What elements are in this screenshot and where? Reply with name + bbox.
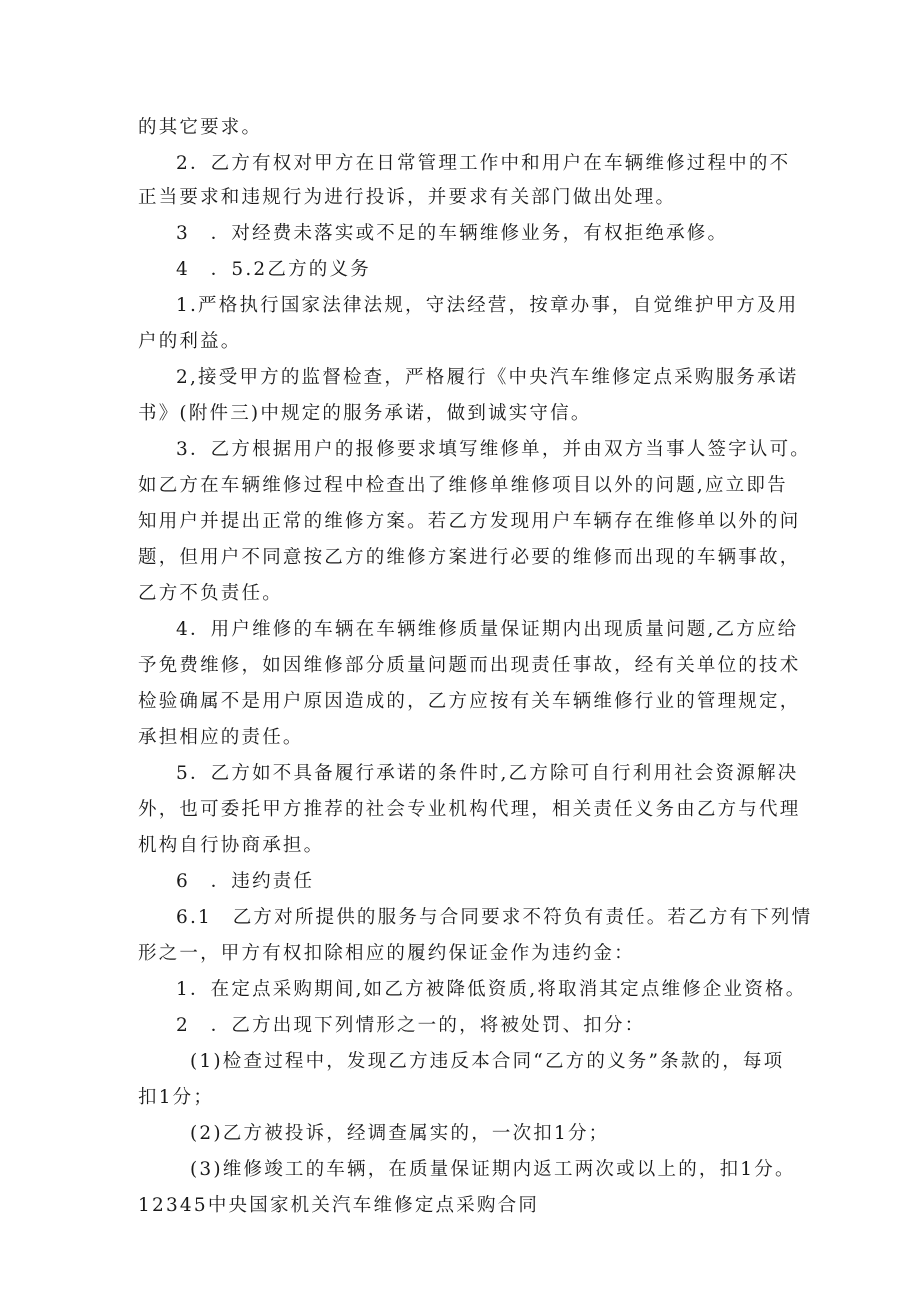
text-line: 知用户并提出正常的维修方案。若乙方发现用户车辆存在维修单以外的问 bbox=[138, 511, 801, 532]
text-line: 乙方不负责任。 bbox=[138, 583, 283, 604]
text-line: 如乙方在车辆维修过程中检查出了维修单维修项目以外的问题,应立即告 bbox=[138, 475, 788, 496]
text-line: 扣1分； bbox=[138, 1087, 215, 1108]
text-line: 机构自行协商承担。 bbox=[138, 835, 325, 856]
text-line: 户的利益。 bbox=[138, 331, 242, 352]
text-line: 6 ．违约责任 bbox=[176, 871, 315, 892]
text-line: 2．乙方有权对甲方在日常管理工作中和用户在车辆维修过程中的不 bbox=[176, 153, 791, 174]
text-line: 4 ．5.2乙方的义务 bbox=[176, 259, 371, 280]
text-line: 2 ．乙方出现下列情形之一的，将被处罚、扣分： bbox=[176, 1015, 646, 1036]
text-line: 书》(附件三)中规定的服务承诺，做到诚实守信。 bbox=[138, 403, 592, 424]
text-line: 3．乙方根据用户的报修要求填写维修单，并由双方当事人签字认可。 bbox=[176, 439, 811, 460]
text-line: 3 ．对经费未落实或不足的车辆维修业务，有权拒绝承修。 bbox=[176, 223, 729, 244]
text-line: 外，也可委托甲方推荐的社会专业机构代理，相关责任义务由乙方与代理 bbox=[138, 799, 801, 820]
text-line: 检验确属不是用户原因造成的，乙方应按有关车辆维修行业的管理规定， bbox=[138, 691, 801, 712]
text-line: 的其它要求。 bbox=[138, 117, 263, 138]
text-line: 1．在定点采购期间,如乙方被降低资质,将取消其定点维修企业资格。 bbox=[176, 979, 807, 1000]
text-line: 1.严格执行国家法律法规，守法经营，按章办事，自觉维护甲方及用 bbox=[176, 295, 799, 316]
text-line: 予免费维修，如因维修部分质量问题而出现责任事故，经有关单位的技术 bbox=[138, 655, 801, 676]
text-line: 正当要求和违规行为进行投诉，并要求有关部门做出处理。 bbox=[138, 187, 677, 208]
text-line: (1)检查过程中，发现乙方违反本合同“乙方的义务”条款的，每项 bbox=[190, 1051, 785, 1072]
text-line: (2)乙方被投诉，经调查属实的，一次扣1分； bbox=[190, 1123, 610, 1144]
text-line: 6.1 乙方对所提供的服务与合同要求不符负有责任。若乙方有下列情 bbox=[176, 907, 813, 928]
text-line: 5．乙方如不具备履行承诺的条件时,乙方除可自行利用社会资源解决 bbox=[176, 763, 799, 784]
text-line: 承担相应的责任。 bbox=[138, 727, 304, 748]
text-line: 题，但用户不同意按乙方的维修方案进行必要的维修而出现的车辆事故， bbox=[138, 547, 801, 568]
text-line: (3)维修竣工的车辆，在质量保证期内返工两次或以上的，扣1分。 bbox=[190, 1159, 796, 1180]
text-line: 4．用户维修的车辆在车辆维修质量保证期内出现质量问题,乙方应给 bbox=[176, 619, 799, 640]
text-line: 形之一，甲方有权扣除相应的履约保证金作为违约金： bbox=[138, 943, 635, 964]
text-line: 2,接受甲方的监督检查，严格履行《中央汽车维修定点采购服务承诺 bbox=[176, 367, 799, 388]
document-footer-title: 12345中央国家机关汽车维修定点采购合同 bbox=[138, 1195, 540, 1216]
